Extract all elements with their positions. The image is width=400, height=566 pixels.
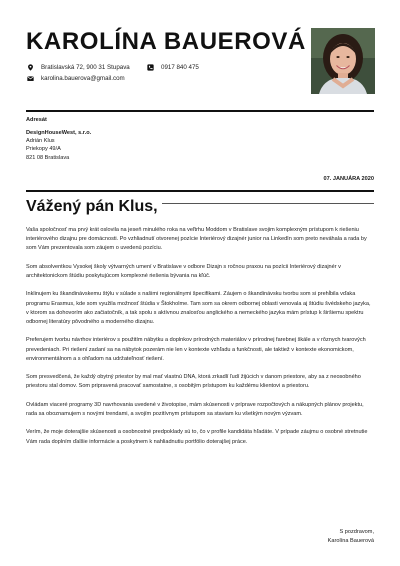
closing-block [328,528,374,546]
body-paragraph: Vaša spoločnosť ma prvý krát oslovila na jeseň minulého roka na veľtrhu Moddom v Bratislave svojim komplexným prístupom k riešeniu interiérového dizajnu pre domácnosti. Po vzhliadnutí otvorenej pozície Interiérový dizajnér junior na LinkedIn som preto neváhala a rada by som Vám prezentovala som záujem o uvedenú pozíciu. [26,227,367,252]
contact-email [26,74,125,82]
closing-signature: Karolína Bauerová [327,538,374,544]
applicant-name: KAROLÍNA BAUEROVÁ [26,28,306,55]
body-paragraph: Som presvedčená, že každý obytný priestor by mal mať vlastnú DNA, ktorá zrkadlí ľudí žijúcich v danom priestore, aby sa z neosobného priestoru stal domov. Som pripravená pracovať samostatne, s osobitým prístupom ku každému klientovi a priestoru. [26,374,361,390]
salutation: Vážený pán Klus, [26,198,162,216]
letter-date: 07. JANUÁRA 2020 [323,176,374,182]
recipient-label: Adresát [26,117,47,123]
date-divider [26,190,374,192]
body-paragraph: Preferujem tvorbu návrhov interiérov s použitím nábytku a doplnkov prírodných materiálov v prírodnej farebnej škále a v rôznych tvarových prevedeniach. Pri riešení zadaní sa na nábytok pozerám nie len v kontexte vzhľadu a funkčnosti, ale taktiež v kontexte ekonomickom, environmentálnom a s ohľadom na udržateľnosť riešení. [26,337,366,362]
recipient-person: Adrián Klus [26,138,55,145]
letter-body [26,226,374,456]
recipient-block [26,129,91,162]
contact-phone-text: 0917 840 475 [161,63,199,71]
location-pin-icon [26,63,34,71]
envelope-icon [26,74,34,82]
closing-greeting: S pozdravom, [339,529,374,535]
body-paragraph: Som absolventkou Vysokej školy výtvarných umení v Bratislave v odbore Dizajn s ročnou praxou na pozícii Interiérový dizajnér v architektonickom štúdiu poskytujúcom komplexné riešenia bývania na kľúč. [26,263,341,279]
profile-photo [311,28,375,94]
body-paragraph: Verím, že moje doterajšie skúsenosti a osobnostné predpoklady sú to, čo v profile kandidáta hľadáte. V prípade záujmu o osobné stretnutie Vám rada doplním ďalšie informácie a poskytnem k nahliadnutiu portfólio doterajšej práce. [26,429,368,445]
body-paragraph: Ovládam viaceré programy 3D navrhovania uvedené v životopise, mám skúsenosti v príprave rozpočtových a nákupných plánov projektu, rada sa oboznamujem s novými trendami, a svojím pozitívnym prístupom sa staviam ku všetkým novým výzvam. [26,401,364,417]
recipient-city: 821 08 Bratislava [26,154,70,161]
phone-icon [146,63,154,71]
contact-address [26,63,130,71]
body-paragraph: Inklinujem ku škandinávskemu štýlu v súlade s našimi regionálnymi špecifikami. Záujem o škandinávsku tvorbu som si prehĺbila vďaka programu Erasmus, kde som využila možnosť štúdia v Štokholme. Tam som sa okrem odbornej oblasti venovala aj štúdiu švédskeho jazyka, v ktorom sa dohovorím ako začiatočník, a tak spolu s aktívnou znalosťou anglického a nemeckého jazyka mám prístup k širšiemu spektru odbornej literatúry pôvodného a moderného dizajnu. [26,291,371,325]
recipient-company: DesignHouseWest, s.r.o. [26,130,92,136]
contact-email-text[interactable]: karolina.bauerova@gmail.com [41,74,125,82]
contact-phone [146,63,199,71]
profile-photo-image [311,28,375,94]
header-divider [26,110,374,112]
contact-address-text: Bratislavská 72, 900 31 Stupava [41,63,130,71]
recipient-street: Priekopy 49/A [26,146,61,153]
